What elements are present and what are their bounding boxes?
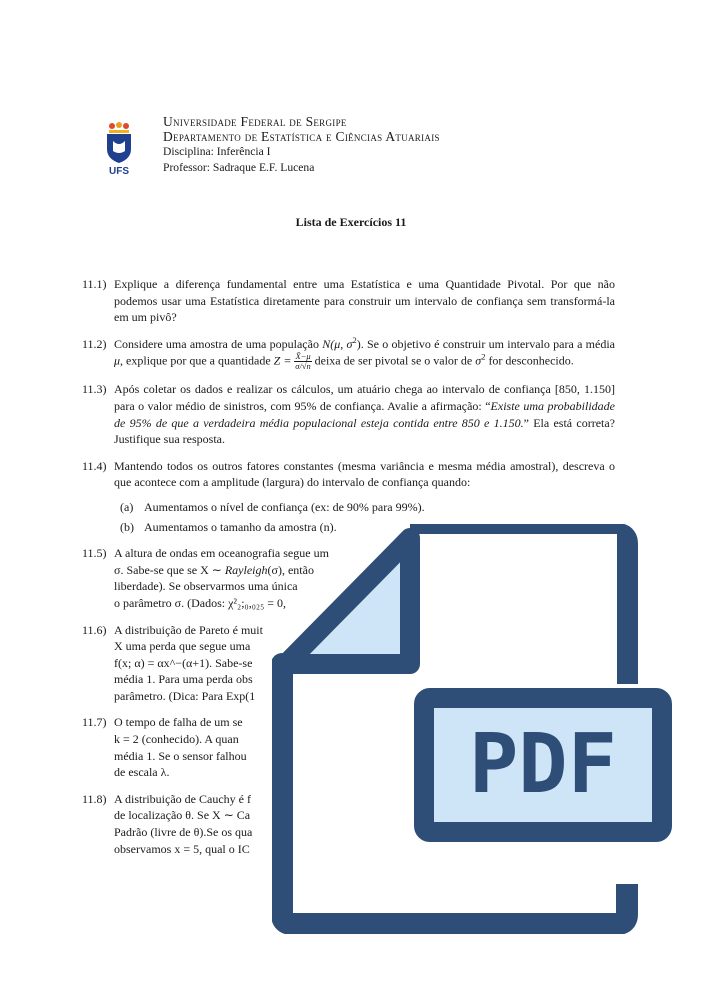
math-symbol: Rayleigh	[224, 562, 268, 577]
exercise-line: f(x; α) = αx^−(α+1). Sabe-se	[114, 655, 253, 670]
exercise-text: ” Ela está correta? Justifique sua resposta.	[114, 415, 615, 447]
exercise-number: 11.8)	[82, 791, 107, 806]
institution-name: Universidade Federal de Sergipe	[163, 114, 347, 129]
department-name: Departamento de Estatística e Ciências Atuariais	[163, 129, 440, 144]
exercise-line: O tempo de falha de um se	[114, 715, 243, 730]
exercise-number: 11.1)	[82, 277, 107, 291]
professor-name: Professor: Sadraque E.F. Lucena	[163, 161, 315, 174]
exercise-line: liberdade). Se observarmos uma única	[114, 579, 298, 594]
exercise-text: Mantendo todos os outros fatores constantes (mesma variância e mesma média amostral), descreva o que acontece com a amplitude (largura) do intervalo de confiança quando:	[114, 458, 615, 490]
sub-item-text: Aumentamos o nível de confiança (ex: de 90% para 99%).	[144, 499, 425, 514]
exercise-line: de escala λ.	[114, 765, 170, 780]
exercise-item	[82, 381, 615, 447]
exercise-text: σ. Sabe-se que se X ∼	[114, 562, 225, 577]
exercise-quote: Existe uma probabilidade de 95% de que a verdadeira média populacional esteja contida entre 850 e 1.150.	[114, 398, 615, 430]
exercise-item	[82, 276, 615, 326]
sub-item-label: (b)	[120, 519, 134, 534]
exercise-text: , explique por que a quantidade	[120, 353, 274, 368]
math-symbol: μ	[114, 353, 121, 368]
ufs-logo	[104, 121, 134, 177]
exercise-number: 11.2)	[82, 336, 107, 351]
exercise-text: Explique a diferença fundamental entre uma Estatística e uma Quantidade Pivotal. Por que não podemos usar uma Estatística diretamente para construir um intervalo de confiança sem transformá-la em um pivô?	[114, 277, 615, 325]
exercise-number: 11.6)	[82, 622, 107, 637]
math-symbol: σ	[475, 353, 482, 368]
pdf-label: PDF	[468, 717, 618, 812]
logo-text: UFS	[109, 166, 129, 177]
exercise-line: de localização θ. Se X ∼ Ca	[114, 808, 251, 823]
exercise-text: deixa de ser pivotal se o valor de	[311, 353, 476, 368]
sub-item-label: (a)	[120, 499, 134, 514]
document-header	[163, 114, 440, 176]
exercise-number: 11.5)	[82, 546, 107, 561]
exercise-line: k = 2 (conhecido). A quan	[114, 732, 239, 747]
exercise-line: A altura de ondas em oceanografia segue um	[114, 546, 329, 561]
math-fraction	[294, 352, 311, 371]
math-symbol: N(μ, σ	[322, 336, 353, 351]
exercise-text: Após coletar os dados e realizar os cálculos, um atuário chega ao intervalo de confiança [850, 1.150] para o valor médio de sinistros, com 95% de confiança. Avalie a afirmação: “	[114, 382, 615, 413]
exercise-number: 11.3)	[82, 382, 107, 397]
exercise-line: A distribuição de Pareto é muit	[114, 622, 263, 637]
exercise-text: ). Se o objetivo é construir um intervalo para a média	[356, 336, 615, 351]
page-title: Lista de Exercícios 11	[295, 215, 407, 229]
exercise-line: parâmetro. (Dica: Para Exp(1	[114, 688, 256, 703]
exercise-line: média 1. Para uma perda obs	[114, 672, 253, 687]
sub-item	[120, 499, 615, 516]
exercise-line: observamos x = 5, qual o IC	[114, 841, 250, 856]
exercise-number: 11.7)	[82, 715, 107, 730]
exercise-text: Considere uma amostra de uma população	[114, 336, 323, 351]
pdf-file-icon	[272, 524, 674, 934]
sub-item-text: Aumentamos o tamanho da amostra (n).	[144, 519, 337, 534]
exercise-number: 11.4)	[82, 458, 107, 473]
math-symbol: Z =	[273, 353, 295, 368]
exercise-line: Padrão (livre de θ).Se os qua	[114, 825, 253, 840]
exercise-line: X uma perda que segue uma	[114, 639, 251, 654]
exercise-line: média 1. Se o sensor falhou	[114, 748, 247, 763]
fraction-numerator: X̄−μ	[295, 351, 311, 362]
exercise-line: o parâmetro σ. (Dados: χ²₂;₀,₀₂₅ = 0,	[114, 595, 287, 610]
exercise-text: (σ), então	[267, 562, 314, 577]
course-name: Disciplina: Inferência I	[163, 145, 271, 158]
exercise-line: A distribuição de Cauchy é f	[114, 791, 251, 806]
fraction-denominator: σ/√n	[295, 361, 311, 372]
exercise-item: 11.2) Considere uma amostra de uma população N(μ, $\sigma^2$). Se o objetivo é construir um intervalo para a média μ, explique por que a quantidade Z = $\frac{X̄-\mu}{\sigma/√n}$ deixa de ser pivotal se o valor de $\sigma^2$ for desconhecido.	[82, 334, 615, 372]
exercise-text: for desconhecido.	[485, 353, 574, 368]
